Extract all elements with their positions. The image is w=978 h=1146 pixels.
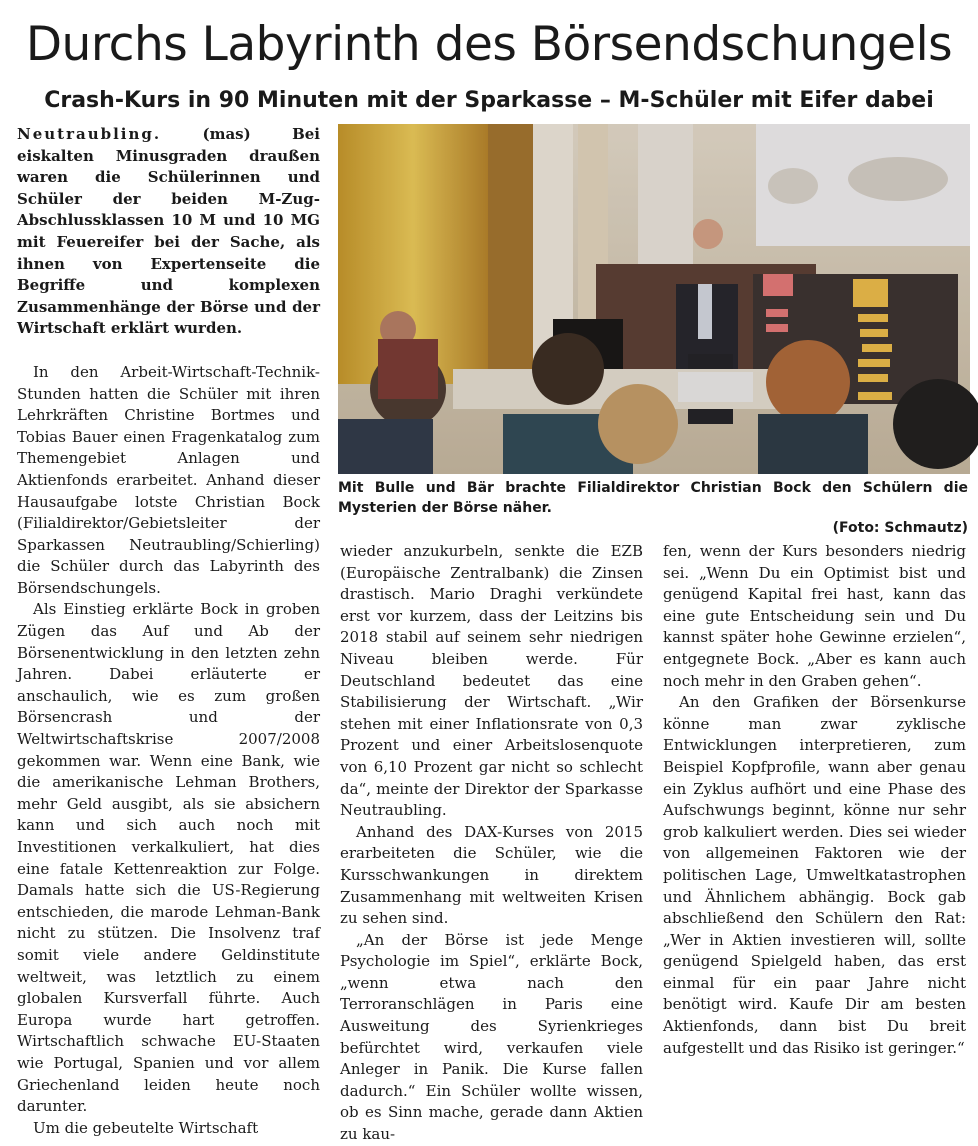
column-2: [340, 541, 643, 1144]
body-paragraph: In den Arbeit-Wirtschaft-Technik-Stunden hatten die Schüler mit ihren Lehrkräften Christine Bortmes und Tobias Bauer einen Fragenkatalog zum Themengebiet Anlagen und Aktienfonds erarbeitet. Anhand dieser Hausaufgabe lotste Christian Bock (Filialdirektor/Gebietsleiter der Sparkassen Neutraubling/Schierling) die Schüler durch das Labyrinth des Börsendschungels.: [17, 362, 320, 597]
body-paragraph: fen, wenn der Kurs besonders niedrig sei. „Wenn Du ein Optimist bist und genügend Kapital frei hast, kann das eine gute Entscheidung sein und Du kannst später hohe Gewinne erzielen“, entgegnete Bock. „Aber es kann auch noch mehr in den Graben gehen“.: [663, 542, 966, 690]
column-3: [663, 541, 966, 1109]
body-paragraph: Als Einstieg erklärte Bock in groben Zügen das Auf und Ab der Börsenentwicklung in den letzten zehn Jahren. Dabei erläuterte er anschaulich, wie es zum großen Börsencrash und der Weltwirtschaftskrise 2007/2008 gekommen war. Wenn eine Bank, wie die amerikanische Lehman Brothers, mehr Geld ausgibt, als sie absichern kann und sich auch noch mit Investitionen verkalkuliert, hat dies eine fatale Kettenreaktion zur Folge. Damals hatte sich die US-Regierung entschieden, die marode Lehman-Bank nicht zu stützen. Die Insolvenz traf somit viele andere Geldinstitute weltweit, was letztlich zu einem globalen Kursverfall führte. Auch Europa wurde hart getroffen. Wirtschaftlich schwache EU-Staaten wie Portugal, Spanien und vor allem Griechenland leiden heute noch darunter.: [17, 600, 320, 1116]
body-paragraph: wieder anzukurbeln, senkte die EZB (Europäische Zentralbank) die Zinsen drastisch. Mario Draghi verkündete erst vor kurzem, dass der Leitzins bis 2018 stabil auf seinem sehr niedrigen Niveau bleiben werde. Für Deutschland bedeutet das eine Stabilisierung der Wirtschaft. „Wir stehen mit einer Inflationsrate von 0,3 Prozent und einer Arbeitslosenquote von 6,10 Prozent gar nicht so schlecht da“, meinte der Direktor der Sparkasse Neutraubling.: [340, 542, 643, 820]
column-1: [17, 124, 320, 1137]
photo-caption: [338, 478, 968, 538]
subheadline: Crash-Kurs in 90 Minuten mit der Sparkasse – M-Schüler mit Eifer dabei: [44, 88, 934, 113]
author-tag: (mas): [202, 125, 251, 143]
photo-credit: (Foto: Schmautz): [832, 520, 968, 536]
caption-text: Mit Bulle und Bär brachte Filialdirektor Christian Bock den Schülern die Mysterien der Börse näher.: [338, 480, 968, 516]
headline: Durchs Labyrinth des Börsendschungels: [25, 17, 953, 72]
body-paragraph: Um die gebeutelte Wirtschaft: [33, 1118, 259, 1137]
body-paragraph: „An der Börse ist jede Menge Psychologie im Spiel“, erklärte Bock, „wenn etwa nach den Terroranschlägen in Paris eine Ausweitung des Syrienkrieges befürchtet wird, verkaufen viele Anleger in Panik. Die Kurse fallen dadurch.“ Ein Schüler wollte wissen, ob es Sinn mache, gerade dann Aktien zu kau-: [340, 930, 643, 1144]
article-photo: [338, 124, 970, 474]
lead-text: Bei eiskalten Minusgraden draußen waren die Schülerinnen und Schüler der beiden M-Zug-Abschlussklassen 10 M und 10 MG mit Feuereifer bei der Sache, als ihnen von Expertenseite die Begriffe und komplexen Zusammenhänge der Börse und der Wirtschaft erklärt wurden.: [17, 125, 320, 338]
classroom-photo: [338, 124, 970, 474]
lead-paragraph: [17, 124, 320, 340]
dateline: Neutraubling.: [17, 125, 162, 143]
body-paragraph: Anhand des DAX-Kurses von 2015 erarbeiteten die Schüler, wie die Kursschwankungen in direktem Zusammenhang mit weltweiten Krisen zu sehen sind.: [340, 822, 643, 928]
body-paragraph: An den Grafiken der Börsenkurse könne man zwar zyklische Entwicklungen interpretieren, zum Beispiel Kopfprofile, wann aber genau ein Zyklus aufhört und eine Phase des Aufschwungs beginnt, könne nur sehr grob kalkuliert werden. Dies sei wieder von allgemeinen Faktoren wie der politischen Lage, Umweltkatastrophen und Ähnlichem abhängig. Bock gab abschließend den Schülern den Rat: „Wer in Aktien investieren will, sollte genügend Spielgeld haben, das erst einmal für ein paar Jahre nicht benötigt wird. Kaufe Dir am besten Aktienfonds, dann bist Du breit aufgestellt und das Risiko ist geringer.“: [663, 693, 966, 1057]
